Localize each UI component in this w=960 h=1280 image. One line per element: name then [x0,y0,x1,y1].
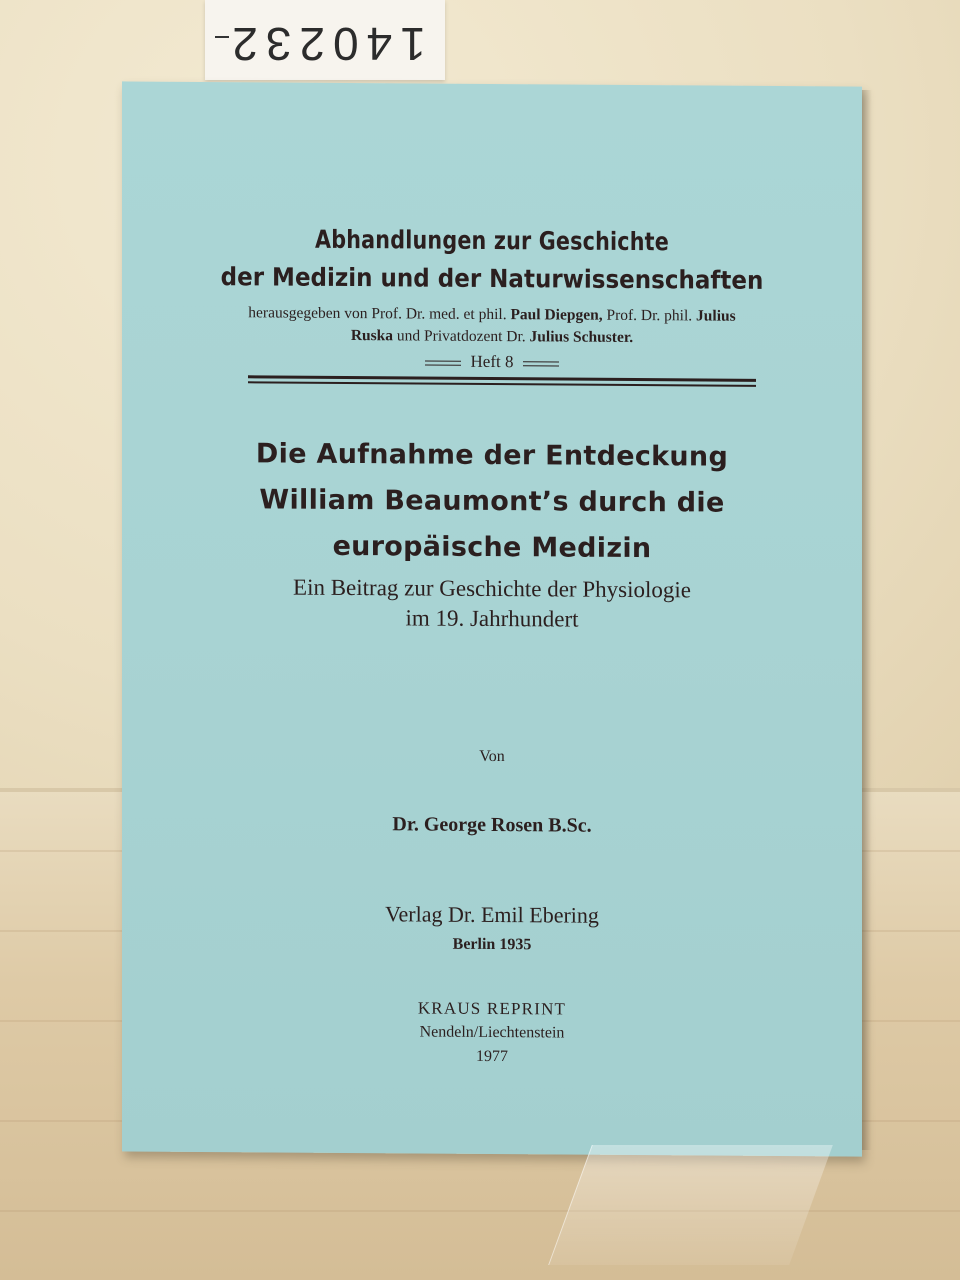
tag-number-graphic [205,0,445,80]
acrylic-stand [548,1145,833,1265]
series-title-line1: Abhandlungen zur Geschichte [315,224,669,257]
heft-number: Heft 8 [122,349,862,374]
editors-line2: Ruska und Privatdozent Dr. Julius Schuster. [350,327,634,346]
subtitle-line1: Ein Beitrag zur Geschichte der Physiologie [293,574,691,603]
tag-number: 140232 [224,17,426,70]
reprint-publisher: KRAUS REPRINT [417,998,567,1019]
series-title-line2: der Medizin und der Naturwissenschaften [220,262,764,295]
booklet-cover [122,81,862,1156]
book-title-line2: William Beaumont’s durch die [259,484,725,519]
price-tag [205,0,445,80]
publisher-name: Verlag Dr. Emil Ebering [385,901,599,928]
subtitle-line2: im 19. Jahrhundert [405,605,579,632]
publisher-place-year: Berlin 1935 [452,935,532,954]
by-label: Von [479,747,505,766]
author-name: Dr. George Rosen B.Sc. [392,813,592,837]
reprint-year: 1977 [476,1047,508,1066]
double-rule-thin [248,381,756,386]
reprint-place: Nendeln/Liechtenstein [419,1023,565,1042]
book-title-line1: Die Aufnahme der Entdeckung [255,438,729,473]
editors-line1: herausgegeben von Prof. Dr. med. et phil. Paul Diepgen, Prof. Dr. phil. Julius [248,304,736,325]
book-title-line3: europäische Medizin [332,530,652,565]
